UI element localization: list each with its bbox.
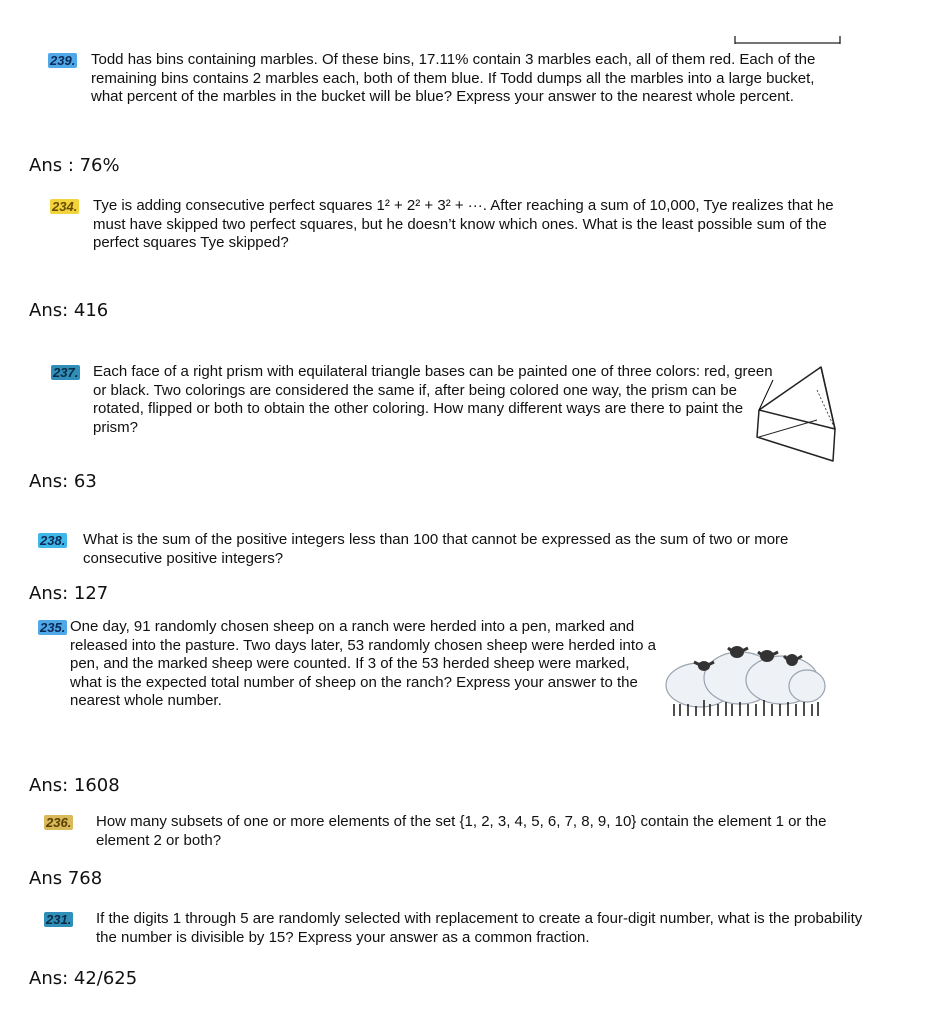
problem-236: [44, 813, 864, 850]
problem-238: [38, 531, 868, 568]
problem-text-239: Todd has bins containing marbles. Of these bins, 17.11% contain 3 marbles each, all of them red. Each of the remaining bins contains 2 marbles each, both of them blue. If Todd dumps all the marbles into a large bucket, what percent of the marbles in the bucket will be blue? Express your answer to the nearest whole percent.: [91, 51, 816, 105]
problem-number-238: 238.: [40, 533, 66, 548]
problem-234: [48, 197, 848, 253]
sheep-figure: [662, 640, 832, 720]
answer-239: Ans : 76%: [29, 155, 120, 176]
problem-text-231: If the digits 1 through 5 are randomly selected with replacement to create a four-digit number, what is the probability the number is divisible by 15? Express your answer as a common fraction.: [96, 910, 863, 946]
problem-231: [44, 910, 864, 947]
problem-number-237: 237.: [53, 365, 79, 380]
problem-text-238: What is the sum of the positive integers less than 100 that cannot be expressed as the sum of two or more consecutive positive integers?: [83, 531, 789, 567]
answer-235: Ans: 1608: [29, 775, 120, 796]
problem-235: [38, 618, 658, 711]
crop-bracket: [734, 36, 844, 46]
problem-text-235: One day, 91 randomly chosen sheep on a ranch were herded into a pen, marked and released into the pasture. Two days later, 53 randomly chosen sheep were herded into a pen, and the marked sheep were counted. If 3 of the 53 herded sheep were marked, what is the expected total number of sheep on the ranch? Express your answer to the nearest whole number.: [70, 618, 656, 709]
problem-number-239: 239.: [50, 53, 76, 68]
problem-number-235: 235.: [40, 620, 66, 635]
problem-number-231: 231.: [46, 912, 72, 927]
prism-figure: [757, 365, 837, 465]
answer-236: Ans 768: [29, 868, 103, 889]
answer-238: Ans: 127: [29, 583, 109, 604]
problem-239: [48, 51, 848, 107]
answer-234: Ans: 416: [29, 300, 109, 321]
problem-number-234: 234.: [52, 199, 78, 214]
problem-number-236: 236.: [46, 815, 72, 830]
answer-237: Ans: 63: [29, 471, 97, 492]
problem-text-237: Each face of a right prism with equilateral triangle bases can be painted one of three colors: red, green or black. Two colorings are considered the same if, after being colored one way, the prism can be rotated, flipped or both to obtain the other coloring. How many different ways are there to paint the prism?: [93, 363, 773, 436]
problem-text-236: How many subsets of one or more elements of the set {1, 2, 3, 4, 5, 6, 7, 8, 9, 10} contain the element 1 or the element 2 or both?: [96, 813, 827, 849]
problem-text-234: Tye is adding consecutive perfect squares 1² + 2² + 3² + ···. After reaching a sum of 10,000, Tye realizes that he must have skipped two perfect squares, but he doesn’t know which ones. What is the least possible sum of the perfect squares Tye skipped?: [93, 197, 834, 251]
problem-237: [48, 363, 775, 437]
answer-231: Ans: 42/625: [29, 968, 138, 989]
